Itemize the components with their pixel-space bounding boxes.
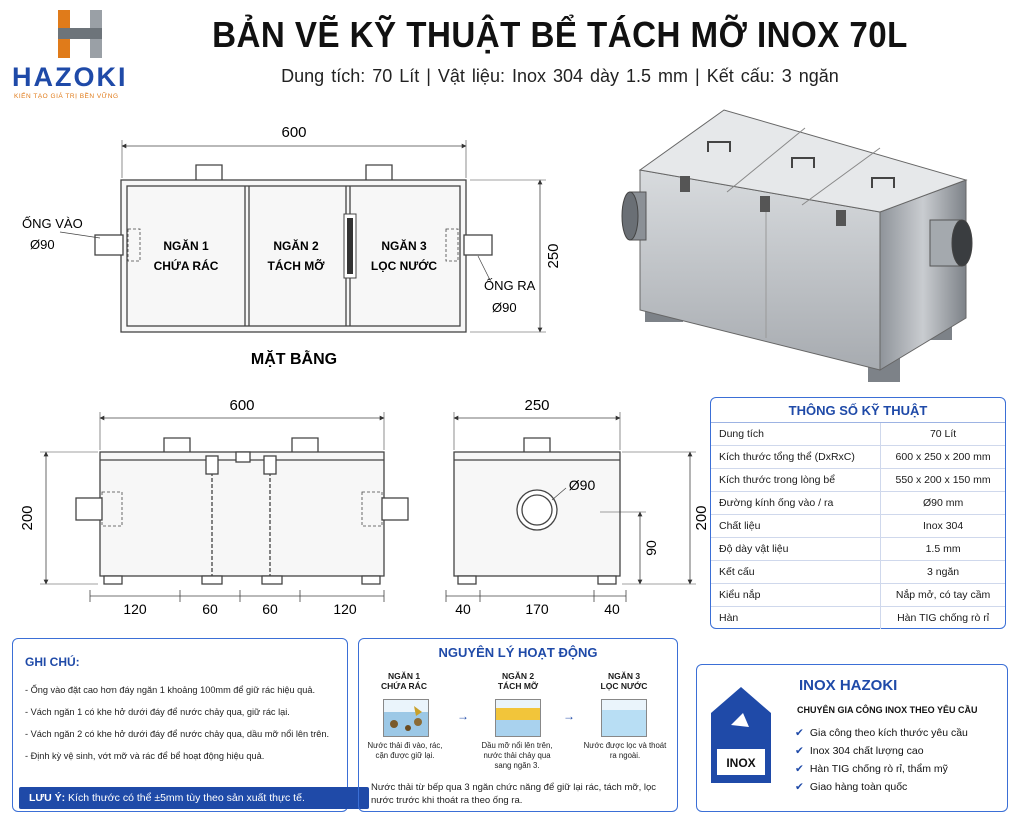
warning-bar: LƯU Ý: Kích thước có thể ±5mm tùy theo sản xuất thực tế. [19,787,369,809]
front-dim-3: 60 [262,601,278,617]
plan-caption: MẶT BẰNG [250,351,338,368]
plan-width-dim: 600 [281,124,307,141]
check-icon: ✔ [795,763,804,775]
step-3-illustration [601,699,647,737]
front-view [40,412,408,602]
inlet-diameter: Ø90 [30,237,55,252]
page-subtitle: Dung tích: 70 Lít | Vật liệu: Inox 304 dày 1.5 mm | Kết cấu: 3 ngăn [281,66,839,86]
front-dim-4: 120 [333,601,357,617]
step-2-illustration [495,699,541,737]
note-item: - Định kỳ vệ sinh, vớt mỡ và rác để bể hoạt động hiệu quả. [25,751,265,761]
side-height-dim: 200 [693,505,710,531]
step-2-title: NGĂN 2 TÁCH MỠ [497,671,539,691]
tank-3d-illustration [622,110,972,382]
table-row: Hàn Hàn TIG chống rò rỉ [711,607,1005,630]
step-3-title: NGĂN 3 LỌC NƯỚC [600,671,648,691]
notes-title: GHI CHÚ: [25,655,80,669]
notes-panel [12,638,348,812]
table-row: Dung tích 70 Lít [711,423,1005,446]
front-height-dim: 200 [19,505,36,531]
spec-rows [711,423,1005,629]
chamber-3-title: NGĂN 3 [381,239,427,253]
plan-view [60,140,546,332]
brand-feature: ✔ Inox 304 chất lượng cao [795,745,924,757]
step-2-desc: Dầu mỡ nổi lên trên, nước thải chảy qua sang ngăn 3. [481,741,553,770]
outlet-label: ỐNG RA [484,278,536,293]
side-dim-3: 40 [604,601,620,617]
step-3-desc: Nước được lọc và thoát ra ngoài. [583,741,667,760]
table-row: Kiểu nắp Nắp mở, có tay cầm [711,584,1005,607]
brand-feature: ✔ Hàn TIG chống rò rỉ, thẩm mỹ [795,763,948,775]
brand-box-subtitle: CHUYÊN GIA CÔNG INOX THEO YÊU CẦU [797,705,978,715]
front-dim-1: 120 [123,601,147,617]
spec-title: THÔNG SỐ KỸ THUẬT [711,398,1005,423]
brand-feature: ✔ Giao hàng toàn quốc [795,781,908,793]
step-1-desc: Nước thải đi vào, rác, cặn được giữ lại. [367,741,443,760]
note-item: - Vách ngăn 1 có khe hở dưới đáy để nước chảy qua, giữ rác lại. [25,707,290,717]
table-row: Đường kính ống vào / ra Ø90 mm [711,492,1005,515]
side-dim-2: 170 [525,601,549,617]
chamber-3-label: LỌC NƯỚC [370,259,438,273]
table-row: Kết cấu 3 ngăn [711,561,1005,584]
side-view [446,412,696,602]
table-row: Kích thước tổng thể (DxRxC) 600 x 250 x 200 mm [711,446,1005,469]
table-row: Kích thước trong lòng bể 550 x 200 x 150 mm [711,469,1005,492]
step-1-title: NGĂN 1 CHỨA RÁC [381,671,427,691]
outlet-diameter: Ø90 [492,300,517,315]
table-row: Độ dày vật liệu 1.5 mm [711,538,1005,561]
arrow-right-icon: → [563,709,575,723]
brand-feature: ✔ Gia công theo kích thước yêu cầu [795,727,968,739]
brand-box-name: INOX HAZOKI [799,677,898,694]
inlet-label: ỐNG VÀO [22,216,83,231]
note-item: - Vách ngăn 2 có khe hở dưới đáy để nước chảy qua, dầu mỡ nổi lên trên. [25,729,330,739]
check-icon: ✔ [795,727,804,739]
brand-box [696,664,1008,812]
check-icon: ✔ [795,745,804,757]
side-dim-1: 40 [455,601,471,617]
chamber-2-label: TÁCH MỠ [267,259,325,273]
side-width-dim: 250 [524,397,550,414]
brand-tagline: KIẾN TẠO GIÁ TRỊ BỀN VỮNG [14,93,119,100]
principle-panel [358,638,678,812]
page-title: BẢN VẼ KỸ THUẬT BỂ TÁCH MỠ INOX 70L [212,14,908,55]
table-row: Chất liệu Inox 304 [711,515,1005,538]
principle-title: NGUYÊN LÝ HOẠT ĐỘNG [438,645,598,660]
arrow-right-icon: → [457,709,469,723]
check-icon: ✔ [795,781,804,793]
side-pipe-height: 90 [643,540,659,556]
principle-footer: Nước thải từ bếp qua 3 ngăn chức năng để giữ lại rác, tách mỡ, lọc nước trước khi thoát ra theo ống ra. [371,782,657,806]
front-dim-2: 60 [202,601,218,617]
svg-text:INOX: INOX [726,756,756,770]
note-item: - Ống vào đặt cao hơn đáy ngăn 1 khoảng 100mm để giữ rác hiệu quả. [25,685,316,695]
brand-logo-text: HAZOKI [12,62,128,92]
chamber-1-title: NGĂN 1 [163,239,209,253]
spec-table [710,397,1006,629]
side-pipe-dia: Ø90 [568,477,596,493]
chamber-2-title: NGĂN 2 [273,239,319,253]
inox-house-icon [709,683,773,787]
step-1-illustration [383,699,429,737]
front-width-dim: 600 [229,397,255,414]
plan-height-dim: 250 [545,243,562,269]
chamber-1-label: CHỨA RÁC [153,259,219,273]
